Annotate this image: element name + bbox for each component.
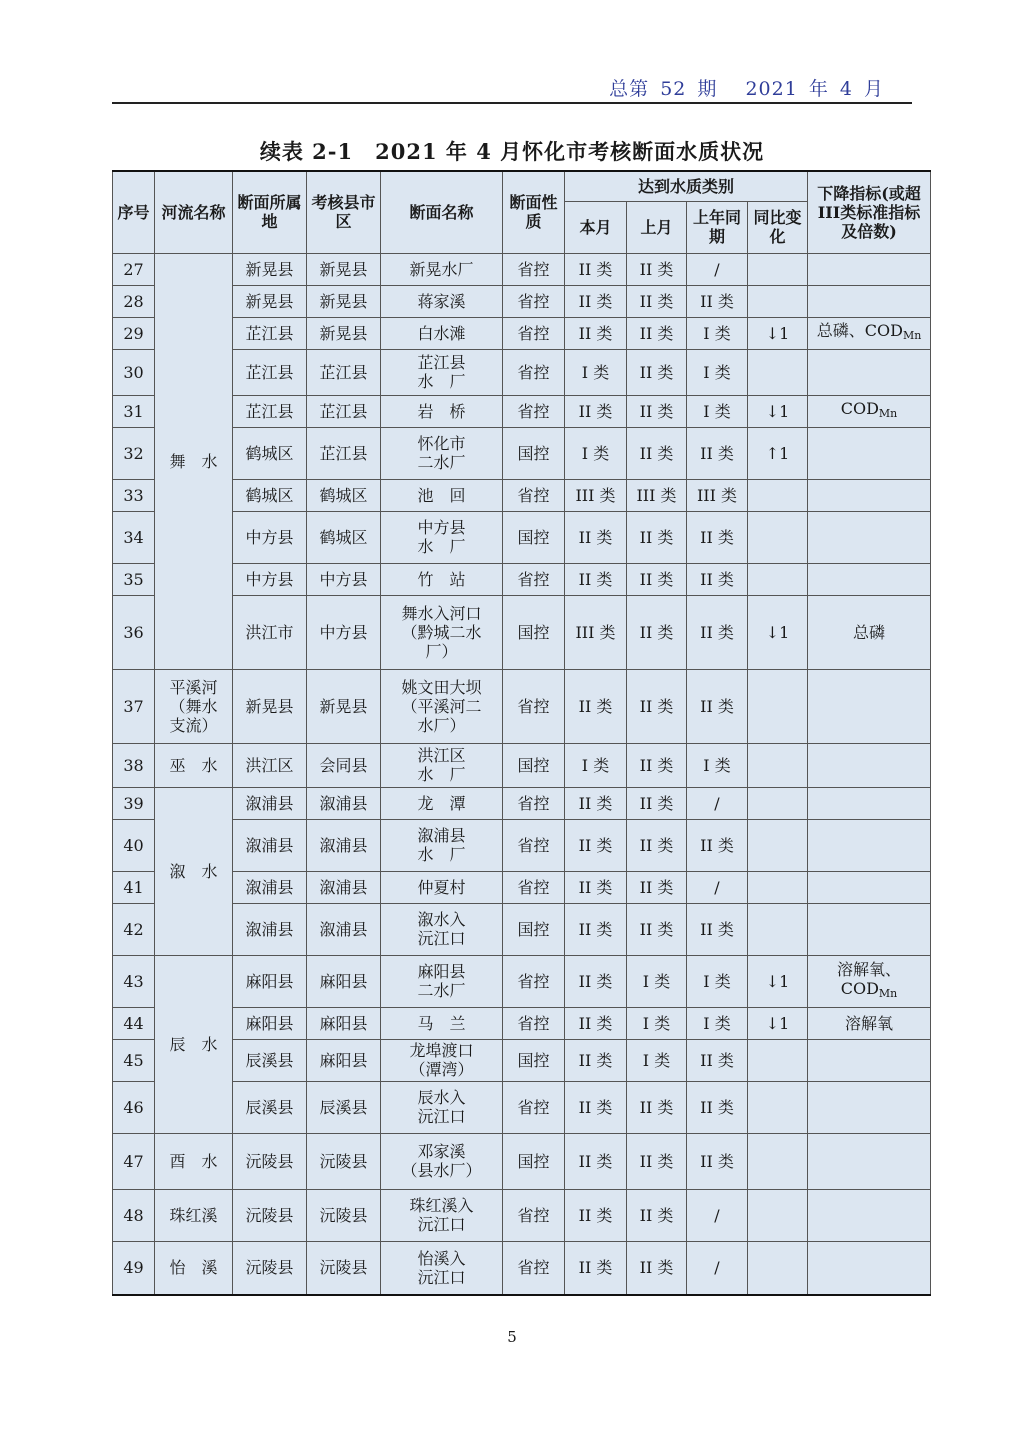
section-name-cell: 辰水入 沅江口 bbox=[381, 1081, 503, 1133]
last-year-cell: I 类 bbox=[687, 395, 748, 427]
this-month-cell: II 类 bbox=[565, 819, 627, 871]
indicator-cell bbox=[808, 395, 931, 427]
last-year-cell: II 类 bbox=[687, 1039, 748, 1081]
table-row bbox=[113, 317, 931, 349]
indicator-text: 溶解氧、 COD bbox=[837, 959, 902, 998]
location-cell: 芷江县 bbox=[233, 395, 307, 427]
last-month-cell: II 类 bbox=[627, 1081, 687, 1133]
location-cell: 溆浦县 bbox=[233, 819, 307, 871]
header-indicator: 下降指标(或超III类标准指标及倍数) bbox=[808, 171, 931, 253]
this-month-cell: II 类 bbox=[565, 1133, 627, 1189]
section-name-cell: 溆浦县 水 厂 bbox=[381, 819, 503, 871]
last-month-cell: II 类 bbox=[627, 285, 687, 317]
indicator-cell bbox=[808, 1241, 931, 1295]
location-cell: 洪江市 bbox=[233, 595, 307, 669]
indicator-text: 总磷、COD bbox=[816, 321, 903, 340]
yoy-cell: ↓1 bbox=[748, 1007, 808, 1039]
last-month-cell: II 类 bbox=[627, 871, 687, 903]
yoy-cell bbox=[748, 903, 808, 955]
last-month-cell: II 类 bbox=[627, 787, 687, 819]
nature-cell: 国控 bbox=[503, 427, 565, 479]
river-cell: 酉 水 bbox=[155, 1133, 233, 1189]
header-section-name: 断面名称 bbox=[381, 171, 503, 253]
yoy-cell bbox=[748, 1039, 808, 1081]
section-name-cell: 白水滩 bbox=[381, 317, 503, 349]
last-year-cell: III 类 bbox=[687, 479, 748, 511]
indicator-cell bbox=[808, 903, 931, 955]
location-cell: 中方县 bbox=[233, 563, 307, 595]
yoy-cell bbox=[748, 1241, 808, 1295]
county-cell: 芷江县 bbox=[307, 427, 381, 479]
last-year-cell: / bbox=[687, 1241, 748, 1295]
last-year-cell: II 类 bbox=[687, 1081, 748, 1133]
this-month-cell: III 类 bbox=[565, 595, 627, 669]
indicator-cell bbox=[808, 955, 931, 1007]
nature-cell: 国控 bbox=[503, 743, 565, 787]
section-name-cell: 仲夏村 bbox=[381, 871, 503, 903]
section-name-cell: 怀化市 二水厂 bbox=[381, 427, 503, 479]
indicator-cell bbox=[808, 317, 931, 349]
indicator-cell bbox=[808, 871, 931, 903]
location-cell: 新晃县 bbox=[233, 669, 307, 743]
section-name-cell: 龙埠渡口 （潭湾） bbox=[381, 1039, 503, 1081]
location-cell: 新晃县 bbox=[233, 253, 307, 285]
yoy-cell: ↓1 bbox=[748, 955, 808, 1007]
county-cell: 芷江县 bbox=[307, 349, 381, 395]
section-name-cell: 蒋家溪 bbox=[381, 285, 503, 317]
location-cell: 麻阳县 bbox=[233, 1007, 307, 1039]
last-month-cell: II 类 bbox=[627, 1189, 687, 1241]
header-nature: 断面性质 bbox=[503, 171, 565, 253]
last-month-cell: II 类 bbox=[627, 427, 687, 479]
last-year-cell: II 类 bbox=[687, 1133, 748, 1189]
county-cell: 溆浦县 bbox=[307, 787, 381, 819]
table-row bbox=[113, 349, 931, 395]
table-row bbox=[113, 1189, 931, 1241]
county-cell: 溆浦县 bbox=[307, 871, 381, 903]
this-month-cell: II 类 bbox=[565, 1039, 627, 1081]
yoy-cell bbox=[748, 511, 808, 563]
section-name-cell: 池 回 bbox=[381, 479, 503, 511]
this-month-cell: II 类 bbox=[565, 253, 627, 285]
last-year-cell: I 类 bbox=[687, 743, 748, 787]
last-month-cell: II 类 bbox=[627, 903, 687, 955]
last-year-cell: II 类 bbox=[687, 903, 748, 955]
county-cell: 麻阳县 bbox=[307, 1039, 381, 1081]
last-year-cell: / bbox=[687, 871, 748, 903]
this-month-cell: II 类 bbox=[565, 903, 627, 955]
indicator-cell bbox=[808, 349, 931, 395]
location-cell: 鹤城区 bbox=[233, 427, 307, 479]
last-month-cell: I 类 bbox=[627, 1007, 687, 1039]
county-cell: 新晃县 bbox=[307, 669, 381, 743]
indicator-cell bbox=[808, 669, 931, 743]
location-cell: 辰溪县 bbox=[233, 1081, 307, 1133]
nature-cell: 省控 bbox=[503, 819, 565, 871]
county-cell: 新晃县 bbox=[307, 253, 381, 285]
location-cell: 鹤城区 bbox=[233, 479, 307, 511]
seq-cell: 43 bbox=[113, 955, 155, 1007]
yoy-cell bbox=[748, 285, 808, 317]
seq-cell: 31 bbox=[113, 395, 155, 427]
section-name-cell: 姚文田大坝 （平溪河二 水厂） bbox=[381, 669, 503, 743]
location-cell: 洪江区 bbox=[233, 743, 307, 787]
seq-cell: 38 bbox=[113, 743, 155, 787]
last-year-cell: I 类 bbox=[687, 1007, 748, 1039]
location-cell: 沅陵县 bbox=[233, 1133, 307, 1189]
section-name-cell: 新晃水厂 bbox=[381, 253, 503, 285]
this-month-cell: II 类 bbox=[565, 1007, 627, 1039]
county-cell: 麻阳县 bbox=[307, 1007, 381, 1039]
location-cell: 辰溪县 bbox=[233, 1039, 307, 1081]
indicator-cell bbox=[808, 427, 931, 479]
county-cell: 会同县 bbox=[307, 743, 381, 787]
this-month-cell: II 类 bbox=[565, 1241, 627, 1295]
this-month-cell: II 类 bbox=[565, 1081, 627, 1133]
river-cell: 平溪河 （舞水 支流） bbox=[155, 669, 233, 743]
last-month-cell: II 类 bbox=[627, 819, 687, 871]
county-cell: 新晃县 bbox=[307, 317, 381, 349]
last-month-cell: II 类 bbox=[627, 349, 687, 395]
location-cell: 芷江县 bbox=[233, 349, 307, 395]
last-year-cell: II 类 bbox=[687, 563, 748, 595]
nature-cell: 国控 bbox=[503, 595, 565, 669]
last-year-cell: II 类 bbox=[687, 595, 748, 669]
this-month-cell: I 类 bbox=[565, 743, 627, 787]
this-month-cell: III 类 bbox=[565, 479, 627, 511]
indicator-cell bbox=[808, 285, 931, 317]
header-rule bbox=[112, 102, 912, 104]
county-cell: 麻阳县 bbox=[307, 955, 381, 1007]
river-cell: 巫 水 bbox=[155, 743, 233, 787]
location-cell: 溆浦县 bbox=[233, 787, 307, 819]
table-row bbox=[113, 1241, 931, 1295]
issue-number: 总第 52 期 bbox=[609, 78, 718, 100]
seq-cell: 42 bbox=[113, 903, 155, 955]
table-row bbox=[113, 1081, 931, 1133]
location-cell: 芷江县 bbox=[233, 317, 307, 349]
location-cell: 沅陵县 bbox=[233, 1241, 307, 1295]
indicator-cell bbox=[808, 1039, 931, 1081]
yoy-cell bbox=[748, 819, 808, 871]
last-month-cell: II 类 bbox=[627, 1133, 687, 1189]
yoy-cell: ↓1 bbox=[748, 395, 808, 427]
header-grade-group: 达到水质类别 bbox=[565, 171, 808, 201]
nature-cell: 省控 bbox=[503, 317, 565, 349]
nature-cell: 省控 bbox=[503, 563, 565, 595]
yoy-cell: ↓1 bbox=[748, 317, 808, 349]
section-name-cell: 芷江县 水 厂 bbox=[381, 349, 503, 395]
indicator-cell bbox=[808, 563, 931, 595]
yoy-cell bbox=[748, 1189, 808, 1241]
yoy-cell bbox=[748, 563, 808, 595]
county-cell: 中方县 bbox=[307, 563, 381, 595]
this-month-cell: II 类 bbox=[565, 787, 627, 819]
section-name-cell: 珠红溪入 沅江口 bbox=[381, 1189, 503, 1241]
last-month-cell: II 类 bbox=[627, 669, 687, 743]
yoy-cell bbox=[748, 349, 808, 395]
nature-cell: 省控 bbox=[503, 253, 565, 285]
yoy-cell bbox=[748, 479, 808, 511]
last-year-cell: / bbox=[687, 787, 748, 819]
seq-cell: 37 bbox=[113, 669, 155, 743]
this-month-cell: II 类 bbox=[565, 317, 627, 349]
seq-cell: 46 bbox=[113, 1081, 155, 1133]
nature-cell: 省控 bbox=[503, 1241, 565, 1295]
nature-cell: 省控 bbox=[503, 395, 565, 427]
table-row bbox=[113, 1133, 931, 1189]
yoy-cell bbox=[748, 253, 808, 285]
seq-cell: 28 bbox=[113, 285, 155, 317]
last-year-cell: II 类 bbox=[687, 819, 748, 871]
last-year-cell: / bbox=[687, 253, 748, 285]
location-cell: 沅陵县 bbox=[233, 1189, 307, 1241]
section-name-cell: 溆水入 沅江口 bbox=[381, 903, 503, 955]
seq-cell: 41 bbox=[113, 871, 155, 903]
table-row bbox=[113, 871, 931, 903]
river-cell: 舞 水 bbox=[155, 253, 233, 669]
location-cell: 新晃县 bbox=[233, 285, 307, 317]
seq-cell: 32 bbox=[113, 427, 155, 479]
nature-cell: 国控 bbox=[503, 1133, 565, 1189]
last-year-cell: I 类 bbox=[687, 349, 748, 395]
table-row bbox=[113, 1039, 931, 1081]
this-month-cell: II 类 bbox=[565, 285, 627, 317]
nature-cell: 省控 bbox=[503, 1081, 565, 1133]
seq-cell: 27 bbox=[113, 253, 155, 285]
yoy-cell bbox=[748, 669, 808, 743]
table-row bbox=[113, 427, 931, 479]
section-name-cell: 怡溪入 沅江口 bbox=[381, 1241, 503, 1295]
yoy-cell: ↓1 bbox=[748, 595, 808, 669]
last-year-cell: / bbox=[687, 1189, 748, 1241]
indicator-cell bbox=[808, 1189, 931, 1241]
last-month-cell: II 类 bbox=[627, 317, 687, 349]
indicator-subscript: Mn bbox=[878, 986, 898, 1000]
seq-cell: 49 bbox=[113, 1241, 155, 1295]
table-row bbox=[113, 955, 931, 1007]
county-cell: 沅陵县 bbox=[307, 1133, 381, 1189]
nature-cell: 省控 bbox=[503, 479, 565, 511]
table-row bbox=[113, 285, 931, 317]
this-month-cell: II 类 bbox=[565, 955, 627, 1007]
indicator-subscript: Mn bbox=[878, 407, 898, 420]
table-row bbox=[113, 819, 931, 871]
header-county: 考核县市区 bbox=[307, 171, 381, 253]
indicator-cell bbox=[808, 253, 931, 285]
nature-cell: 省控 bbox=[503, 787, 565, 819]
table-row bbox=[113, 395, 931, 427]
section-name-cell: 马 兰 bbox=[381, 1007, 503, 1039]
last-year-cell: II 类 bbox=[687, 669, 748, 743]
yoy-cell bbox=[748, 1081, 808, 1133]
table-row bbox=[113, 595, 931, 669]
yoy-cell bbox=[748, 871, 808, 903]
section-name-cell: 舞水入河口 （黔城二水 厂） bbox=[381, 595, 503, 669]
section-name-cell: 洪江区 水 厂 bbox=[381, 743, 503, 787]
county-cell: 中方县 bbox=[307, 595, 381, 669]
indicator-cell: 总磷 bbox=[808, 595, 931, 669]
seq-cell: 45 bbox=[113, 1039, 155, 1081]
last-month-cell: III 类 bbox=[627, 479, 687, 511]
nature-cell: 省控 bbox=[503, 285, 565, 317]
table-row bbox=[113, 1007, 931, 1039]
page-number: 5 bbox=[507, 1328, 517, 1346]
indicator-text: COD bbox=[840, 399, 879, 418]
county-cell: 芷江县 bbox=[307, 395, 381, 427]
location-cell: 溆浦县 bbox=[233, 871, 307, 903]
seq-cell: 39 bbox=[113, 787, 155, 819]
header-last-month: 上月 bbox=[627, 201, 687, 253]
header-river: 河流名称 bbox=[155, 171, 233, 253]
water-quality-table bbox=[112, 170, 931, 1296]
this-month-cell: II 类 bbox=[565, 669, 627, 743]
seq-cell: 44 bbox=[113, 1007, 155, 1039]
header-this-month: 本月 bbox=[565, 201, 627, 253]
county-cell: 溆浦县 bbox=[307, 819, 381, 871]
last-month-cell: II 类 bbox=[627, 743, 687, 787]
section-name-cell: 邓家溪 （县水厂） bbox=[381, 1133, 503, 1189]
section-name-cell: 麻阳县 二水厂 bbox=[381, 955, 503, 1007]
yoy-cell: ↑1 bbox=[748, 427, 808, 479]
last-month-cell: II 类 bbox=[627, 395, 687, 427]
table-body bbox=[113, 253, 931, 1295]
this-month-cell: II 类 bbox=[565, 1189, 627, 1241]
table-row bbox=[113, 743, 931, 787]
section-name-cell: 竹 站 bbox=[381, 563, 503, 595]
seq-cell: 34 bbox=[113, 511, 155, 563]
indicator-cell bbox=[808, 511, 931, 563]
nature-cell: 省控 bbox=[503, 1007, 565, 1039]
header-yoy: 同比变化 bbox=[748, 201, 808, 253]
nature-cell: 省控 bbox=[503, 955, 565, 1007]
yoy-cell bbox=[748, 743, 808, 787]
header-location: 断面所属地 bbox=[233, 171, 307, 253]
this-month-cell: I 类 bbox=[565, 349, 627, 395]
section-name-cell: 龙 潭 bbox=[381, 787, 503, 819]
indicator-cell bbox=[808, 787, 931, 819]
river-cell: 溆 水 bbox=[155, 787, 233, 955]
this-month-cell: I 类 bbox=[565, 427, 627, 479]
table-row bbox=[113, 669, 931, 743]
nature-cell: 省控 bbox=[503, 349, 565, 395]
seq-cell: 33 bbox=[113, 479, 155, 511]
last-month-cell: I 类 bbox=[627, 955, 687, 1007]
seq-cell: 29 bbox=[113, 317, 155, 349]
header-seq: 序号 bbox=[113, 171, 155, 253]
seq-cell: 30 bbox=[113, 349, 155, 395]
last-month-cell: II 类 bbox=[627, 595, 687, 669]
county-cell: 沅陵县 bbox=[307, 1241, 381, 1295]
last-year-cell: II 类 bbox=[687, 511, 748, 563]
seq-cell: 36 bbox=[113, 595, 155, 669]
county-cell: 鹤城区 bbox=[307, 511, 381, 563]
this-month-cell: II 类 bbox=[565, 871, 627, 903]
this-month-cell: II 类 bbox=[565, 511, 627, 563]
last-month-cell: II 类 bbox=[627, 253, 687, 285]
last-month-cell: I 类 bbox=[627, 1039, 687, 1081]
table-title: 续表 2-1 2021 年 4 月怀化市考核断面水质状况 bbox=[259, 139, 765, 164]
nature-cell: 国控 bbox=[503, 903, 565, 955]
seq-cell: 35 bbox=[113, 563, 155, 595]
header-last-year: 上年同期 bbox=[687, 201, 748, 253]
indicator-cell bbox=[808, 819, 931, 871]
county-cell: 辰溪县 bbox=[307, 1081, 381, 1133]
indicator-subscript: Mn bbox=[902, 329, 922, 342]
yoy-cell bbox=[748, 787, 808, 819]
yoy-cell bbox=[748, 1133, 808, 1189]
location-cell: 溆浦县 bbox=[233, 903, 307, 955]
table-row bbox=[113, 787, 931, 819]
seq-cell: 48 bbox=[113, 1189, 155, 1241]
last-month-cell: II 类 bbox=[627, 511, 687, 563]
section-name-cell: 岩 桥 bbox=[381, 395, 503, 427]
location-cell: 中方县 bbox=[233, 511, 307, 563]
table-row bbox=[113, 253, 931, 285]
seq-cell: 40 bbox=[113, 819, 155, 871]
table-row bbox=[113, 563, 931, 595]
indicator-cell bbox=[808, 479, 931, 511]
river-cell: 辰 水 bbox=[155, 955, 233, 1133]
issue-date: 2021 年 4 月 bbox=[745, 78, 884, 100]
seq-cell: 47 bbox=[113, 1133, 155, 1189]
county-cell: 新晃县 bbox=[307, 285, 381, 317]
county-cell: 溆浦县 bbox=[307, 903, 381, 955]
last-month-cell: II 类 bbox=[627, 563, 687, 595]
indicator-cell bbox=[808, 1133, 931, 1189]
river-cell: 珠红溪 bbox=[155, 1189, 233, 1241]
this-month-cell: II 类 bbox=[565, 563, 627, 595]
nature-cell: 国控 bbox=[503, 1039, 565, 1081]
county-cell: 鹤城区 bbox=[307, 479, 381, 511]
last-year-cell: I 类 bbox=[687, 955, 748, 1007]
nature-cell: 国控 bbox=[503, 511, 565, 563]
last-month-cell: II 类 bbox=[627, 1241, 687, 1295]
river-cell: 怡 溪 bbox=[155, 1241, 233, 1295]
last-year-cell: II 类 bbox=[687, 285, 748, 317]
nature-cell: 省控 bbox=[503, 669, 565, 743]
indicator-cell: 溶解氧 bbox=[808, 1007, 931, 1039]
table-row bbox=[113, 511, 931, 563]
location-cell: 麻阳县 bbox=[233, 955, 307, 1007]
last-year-cell: II 类 bbox=[687, 427, 748, 479]
table-row bbox=[113, 903, 931, 955]
this-month-cell: II 类 bbox=[565, 395, 627, 427]
county-cell: 沅陵县 bbox=[307, 1189, 381, 1241]
indicator-cell bbox=[808, 743, 931, 787]
page-header bbox=[581, 74, 884, 101]
nature-cell: 省控 bbox=[503, 1189, 565, 1241]
last-year-cell: I 类 bbox=[687, 317, 748, 349]
indicator-cell bbox=[808, 1081, 931, 1133]
nature-cell: 省控 bbox=[503, 871, 565, 903]
table-row bbox=[113, 479, 931, 511]
section-name-cell: 中方县 水 厂 bbox=[381, 511, 503, 563]
